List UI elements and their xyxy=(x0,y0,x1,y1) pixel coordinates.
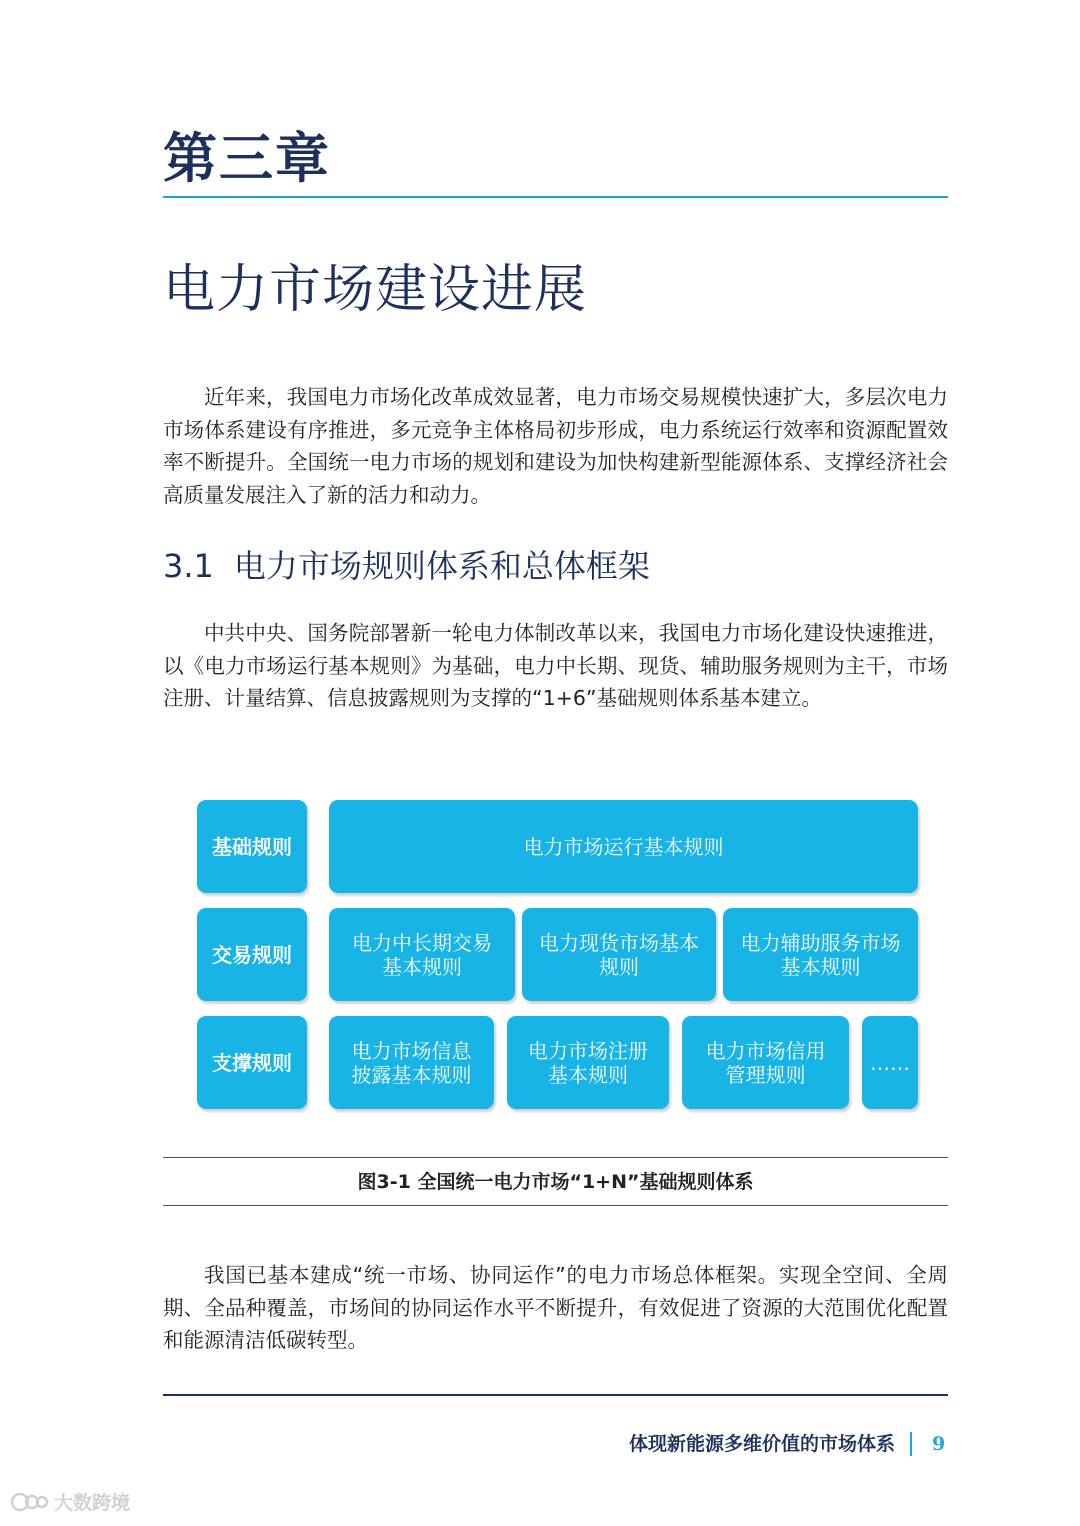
rule-box-ellipsis: …… xyxy=(862,1016,918,1109)
category-support-rules: 支撑规则 xyxy=(197,1016,307,1109)
rule-box-medium-long-term: 电力中长期交易 基本规则 xyxy=(329,908,515,1001)
figure-caption: 图3-1 全国统一电力市场“1+N”基础规则体系 xyxy=(357,1171,754,1193)
watermark-logo-icon xyxy=(10,1490,50,1514)
intro-paragraph: 近年来，我国电力市场化改革成效显著，电力市场交易规模快速扩大，多层次电力市场体系建设有序推进，多元竞争主体格局初步形成，电力系统运行效率和资源配置效率不断提升。全国统一电力市场的规划和建设为加快构建新型能源体系、支撑经济社会高质量发展注入了新的活力和动力。 xyxy=(163,385,948,507)
chapter-label: 第三章 xyxy=(163,127,331,190)
chapter-divider xyxy=(163,196,948,198)
rule-box-basic-operation: 电力市场运行基本规则 xyxy=(329,800,918,893)
rule-box-spot-market: 电力现货市场基本 规则 xyxy=(522,908,716,1001)
rule-box-ancillary-service: 电力辅助服务市场 基本规则 xyxy=(723,908,918,1001)
footer-divider xyxy=(163,1394,948,1396)
rule-box-info-disclosure: 电力市场信息 披露基本规则 xyxy=(329,1016,494,1109)
framework-paragraph: 我国已基本建成“统一市场、协同运作”的电力市场总体框架。实现全空间、全周期、全品种覆盖，市场间的协同运作水平不断提升，有效促进了资源的大范围优化配置和能源清洁低碳转型。 xyxy=(163,1263,948,1352)
footer-title: 体现新能源多维价值的市场体系 xyxy=(628,1433,895,1455)
watermark xyxy=(10,1488,130,1515)
footer-separator xyxy=(910,1432,912,1456)
category-trading-rules: 交易规则 xyxy=(197,908,307,1001)
page-number: 9 xyxy=(932,1433,946,1455)
rule-box-credit-management: 电力市场信用 管理规则 xyxy=(682,1016,849,1109)
watermark-text: 大数跨境 xyxy=(54,1492,131,1514)
caption-bottom-rule xyxy=(163,1205,948,1206)
section-intro-paragraph: 中共中央、国务院部署新一轮电力体制改革以来，我国电力市场化建设快速推进，以《电力市场运行基本规则》为基础，电力中长期、现货、辅助服务规则为主干，市场注册、计量结算、信息披露规则为支撑的“1+6”基础规则体系基本建立。 xyxy=(163,621,948,710)
section-title: 电力市场规则体系和总体框架 xyxy=(233,547,650,585)
chapter-title: 电力市场建设进展 xyxy=(163,260,588,320)
section-number: 3.1 xyxy=(163,547,214,585)
category-basic-rules: 基础规则 xyxy=(197,800,307,893)
caption-top-rule xyxy=(163,1157,948,1158)
section-heading xyxy=(163,544,650,588)
rule-box-registration: 电力市场注册 基本规则 xyxy=(507,1016,669,1109)
